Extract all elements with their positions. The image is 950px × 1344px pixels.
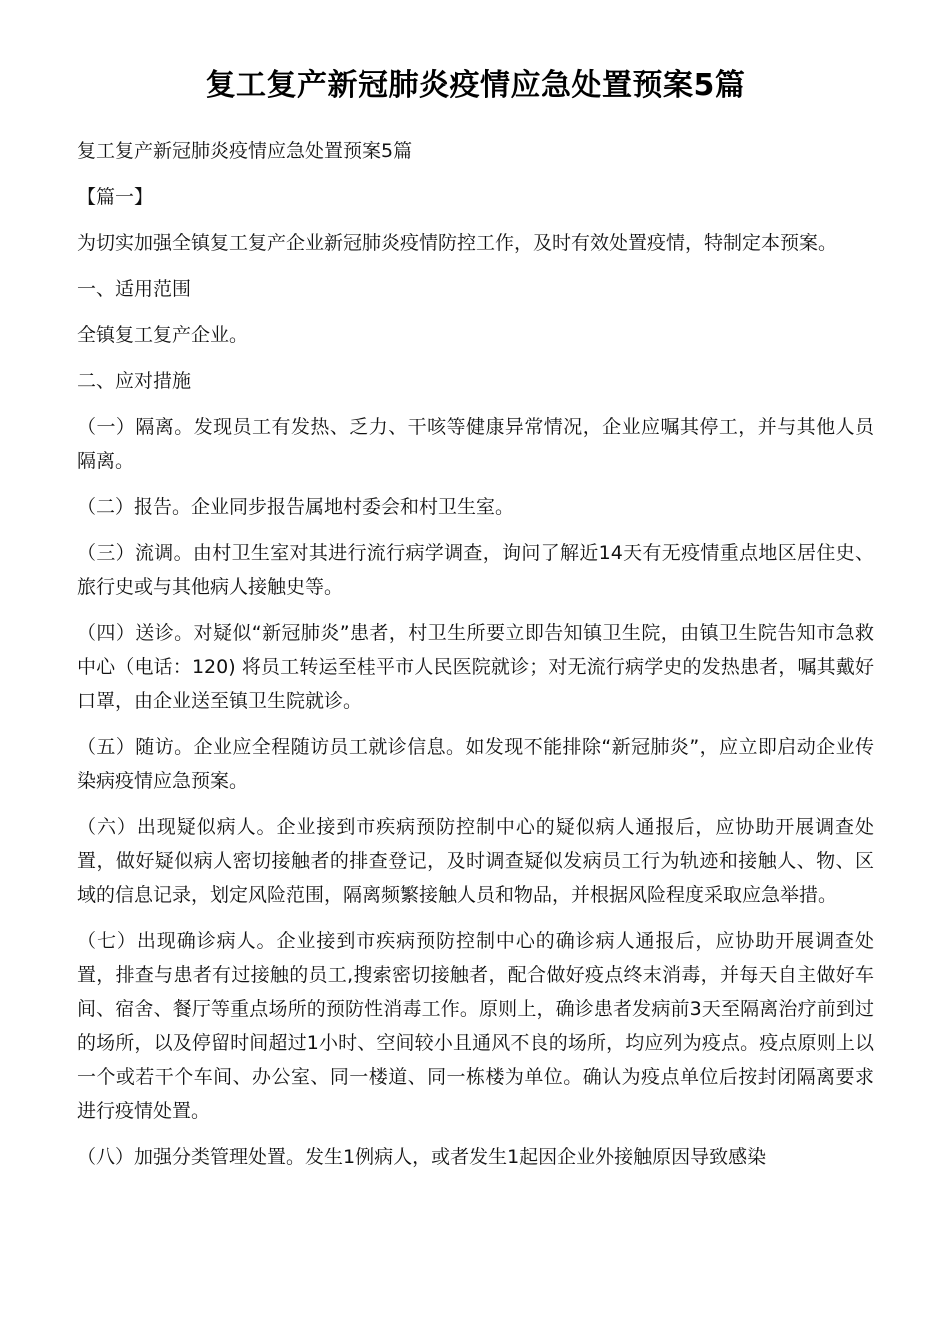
heading-scope: 一、适用范围 <box>77 278 192 300</box>
measure-isolation: （一）隔离。发现员工有发热、乏力、干咳等健康异常情况，企业应嘱其停工，并与其他人员隔离。 <box>77 416 874 472</box>
measure-suspected-case: （六）出现疑似病人。企业接到市疾病预防控制中心的疑似病人通报后，应协助开展调查处置，做好疑似病人密切接触者的排查登记，及时调查疑似发病员工行为轨迹和接触人、物、区域的信息记录，划定风险范围，隔离频繁接触人员和物品，并根据风险程度采取应急举措。 <box>77 816 874 906</box>
section-marker: 【篇一】 <box>77 186 154 208</box>
measure-report: （二）报告。企业同步报告属地村委会和村卫生室。 <box>77 496 515 518</box>
scope-paragraph: 全镇复工复产企业。 <box>77 324 249 346</box>
measure-followup: （五）随访。企业应全程随访员工就诊信息。如发现不能排除“新冠肺炎”，应立即启动企业传染病疫情应急预案。 <box>77 736 874 792</box>
measure-epidemiology: （三）流调。由村卫生室对其进行流行病学调查，询问了解近14天有无疫情重点地区居住史、旅行史或与其他病人接触史等。 <box>77 542 874 598</box>
document-title: 复工复产新冠肺炎疫情应急处置预案5篇 <box>205 68 746 103</box>
heading-measures: 二、应对措施 <box>77 370 192 392</box>
measure-referral: （四）送诊。对疑似“新冠肺炎”患者，村卫生所要立即告知镇卫生院，由镇卫生院告知市急救中心（电话：120) 将员工转运至桂平市人民医院就诊；对无流行病学史的发热患者，嘱其戴好口罩，由企业送至镇卫生院就诊。 <box>77 622 874 712</box>
doc-subtitle: 复工复产新冠肺炎疫情应急处置预案5篇 <box>77 140 413 162</box>
intro-paragraph: 为切实加强全镇复工复产企业新冠肺炎疫情防控工作，及时有效处置疫情，特制定本预案。 <box>77 232 838 254</box>
measure-classified-management: （八）加强分类管理处置。发生1例病人，或者发生1起因企业外接触原因导致感染 <box>77 1146 767 1168</box>
measure-confirmed-case: （七）出现确诊病人。企业接到市疾病预防控制中心的确诊病人通报后，应协助开展调查处置，排查与患者有过接触的员工,搜索密切接触者，配合做好疫点终末消毒，并每天自主做好车间、宿舍、餐厅等重点场所的预防性消毒工作。原则上，确诊患者发病前3天至隔离治疗前到过的场所，以及停留时间超过1小时、空间较小且通风不良的场所，均应列为疫点。疫点原则上以一个或若干个车间、办公室、同一楼道、同一栋楼为单位。确认为疫点单位后按封闭隔离要求进行疫情处置。 <box>77 930 874 1122</box>
